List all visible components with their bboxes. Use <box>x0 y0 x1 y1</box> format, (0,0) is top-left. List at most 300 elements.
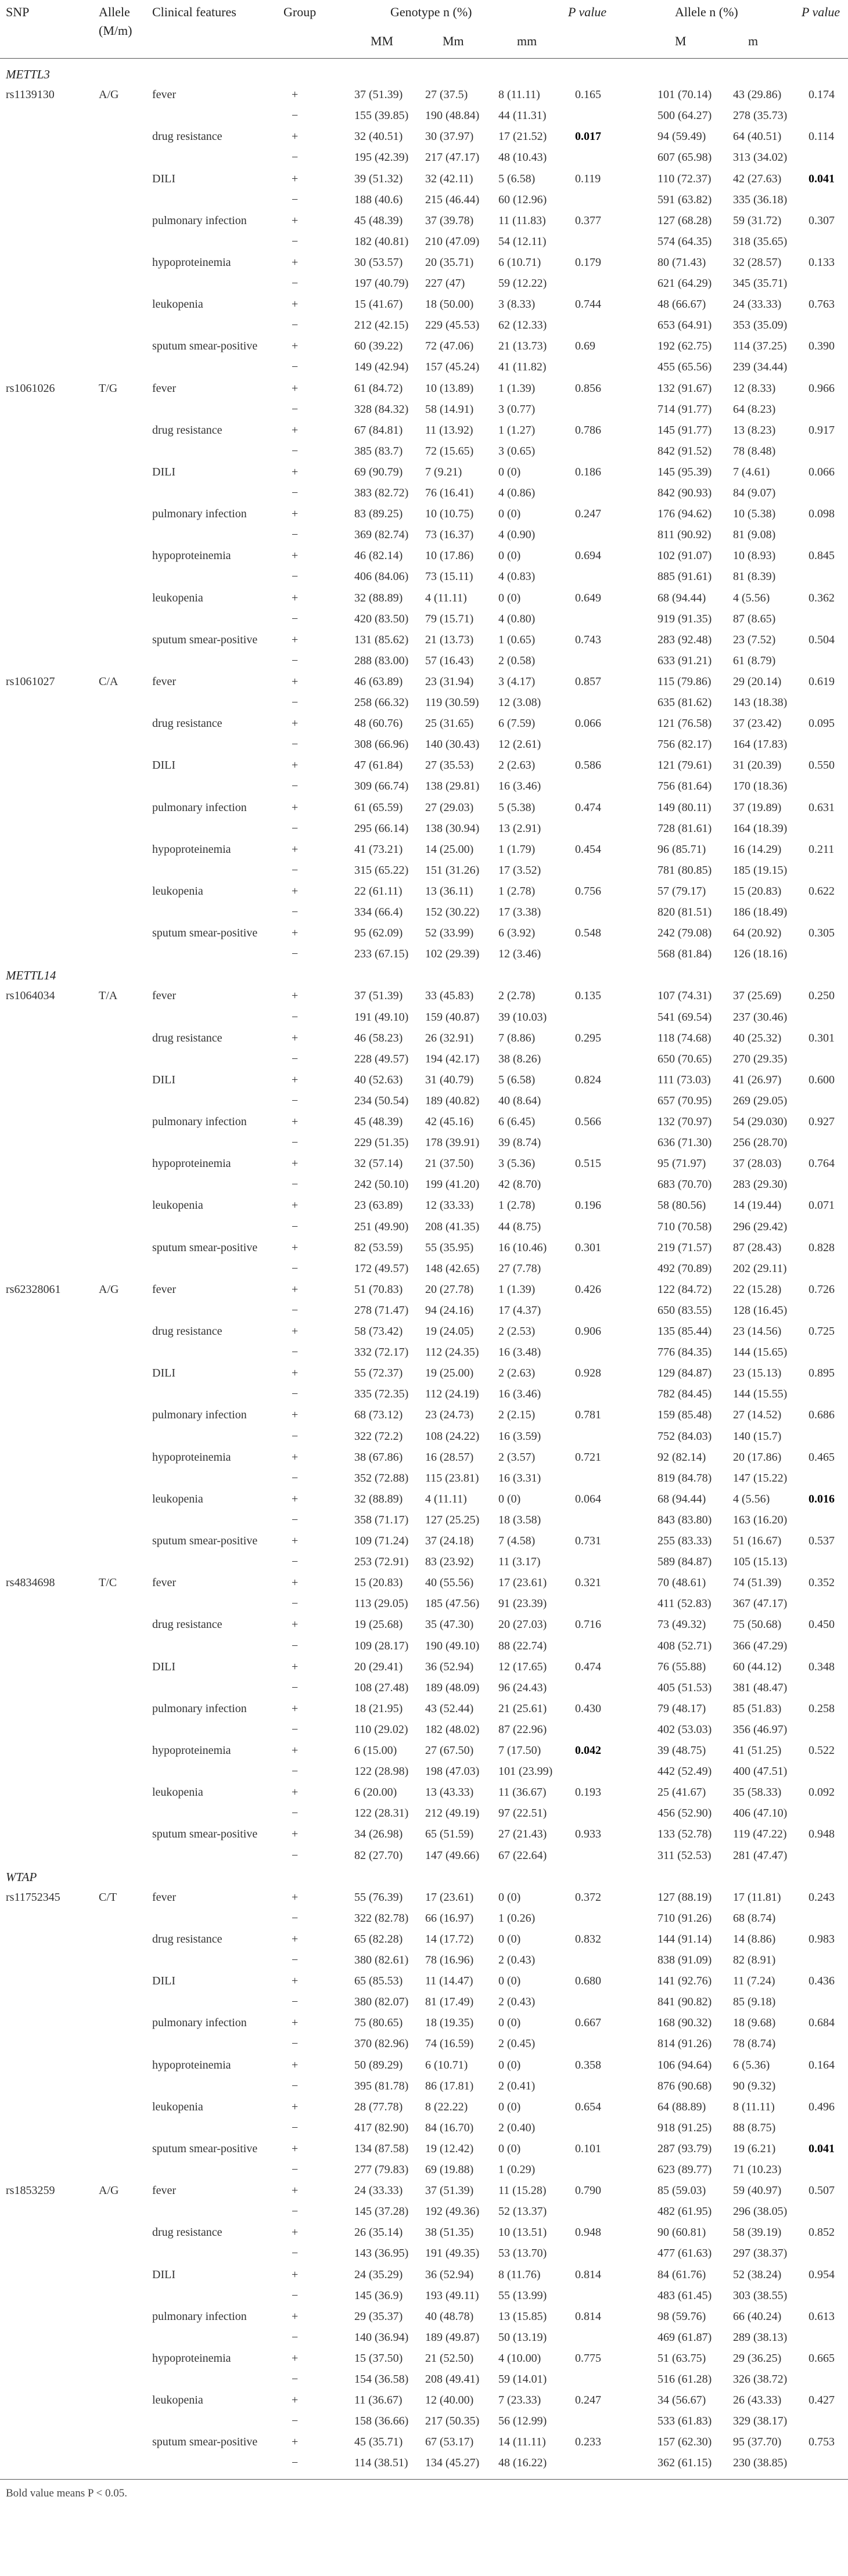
allele-m-cell: 40 (25.32) <box>733 1031 782 1044</box>
allele-M-cell: 110 (72.37) <box>657 172 712 185</box>
table-row <box>0 902 848 923</box>
genotype-mm-cell: 39 (8.74) <box>498 1136 541 1150</box>
allele-M-cell: 885 (91.61) <box>657 570 712 583</box>
header-genotype: Genotype n (%) <box>390 5 472 19</box>
genotype-mm-cell: 10 (13.51) <box>498 2226 547 2239</box>
genotype-MM-cell: 46 (82.14) <box>354 549 403 563</box>
genotype-MM-cell: 61 (84.72) <box>354 381 403 395</box>
genotype-Mm-cell: 79 (15.71) <box>425 612 474 625</box>
group-cell: + <box>292 340 299 353</box>
table-row <box>0 1154 848 1174</box>
allele-m-cell: 406 (47.10) <box>733 1807 788 1820</box>
allele-m-cell: 345 (35.71) <box>733 277 788 290</box>
table-row <box>0 127 848 147</box>
pvalue-allele-cell: 0.450 <box>809 1618 835 1631</box>
pvalue-genotype-cell: 0.814 <box>575 2268 601 2281</box>
table-row <box>0 1070 848 1091</box>
genotype-MM-cell: 383 (82.72) <box>354 487 409 499</box>
group-cell: − <box>292 947 299 961</box>
allele-m-cell: 37 (23.42) <box>733 717 782 730</box>
genotype-Mm-cell: 25 (31.65) <box>425 717 474 730</box>
group-cell: − <box>292 1303 299 1317</box>
genotype-MM-cell: 48 (60.76) <box>354 717 403 730</box>
genotype-mm-cell: 88 (22.74) <box>498 1639 547 1652</box>
allele-m-cell: 41 (51.25) <box>733 1744 782 1757</box>
genotype-Mm-cell: 138 (30.94) <box>425 822 480 835</box>
table-row <box>0 462 848 483</box>
allele-M-cell: 58 (80.56) <box>657 1199 706 1212</box>
table-row <box>0 840 848 860</box>
table-row <box>0 1636 848 1657</box>
genotype-Mm-cell: 192 (49.36) <box>425 2205 480 2218</box>
table-row <box>0 1321 848 1342</box>
genotype-MM-cell: 46 (58.23) <box>354 1031 403 1044</box>
group-cell: − <box>292 151 299 164</box>
allele-M-cell: 95 (71.97) <box>657 1157 706 1170</box>
genotype-mm-cell: 4 (10.00) <box>498 2351 541 2365</box>
genotype-MM-cell: 352 (72.88) <box>354 1471 409 1485</box>
pvalue-allele-cell: 0.983 <box>809 1932 835 1945</box>
group-cell: + <box>292 1932 299 1945</box>
genotype-Mm-cell: 19 (24.05) <box>425 1325 474 1338</box>
genotype-MM-cell: 69 (90.79) <box>354 465 403 478</box>
genotype-MM-cell: 55 (76.39) <box>354 1890 403 1904</box>
table-row <box>0 567 848 588</box>
allele-m-cell: 296 (38.05) <box>733 2205 788 2218</box>
group-cell: − <box>292 2121 299 2134</box>
genotype-Mm-cell: 73 (15.11) <box>425 570 473 583</box>
group-cell: − <box>292 1995 299 2009</box>
group-cell: − <box>292 235 299 248</box>
genotype-mm-cell: 56 (12.99) <box>498 2415 547 2428</box>
group-cell: + <box>292 759 299 772</box>
genotype-mm-cell: 1 (0.26) <box>498 1911 536 1925</box>
genotype-MM-cell: 22 (61.11) <box>354 884 403 898</box>
group-cell: − <box>292 1765 299 1778</box>
genotype-mm-cell: 2 (3.57) <box>498 1450 536 1464</box>
genotype-Mm-cell: 20 (27.78) <box>425 1282 474 1296</box>
allele-m-cell: 140 (15.7) <box>733 1429 782 1443</box>
genotype-Mm-cell: 8 (22.22) <box>425 2100 468 2113</box>
header-pvalue-allele: P value <box>802 5 840 19</box>
group-cell: + <box>292 884 299 898</box>
snp-id: rs1064034 <box>6 989 55 1003</box>
allele-m-cell: 31 (20.39) <box>733 759 782 772</box>
allele-M-cell: 127 (68.28) <box>657 214 712 227</box>
allele-M-cell: 73 (49.32) <box>657 1618 706 1631</box>
allele-m-cell: 289 (38.13) <box>733 2330 788 2344</box>
allele-M-cell: 500 (64.27) <box>657 109 712 123</box>
group-cell: − <box>292 1010 299 1024</box>
allele-m-cell: 283 (29.30) <box>733 1178 788 1191</box>
pvalue-allele-cell: 0.307 <box>809 214 835 227</box>
group-cell: + <box>292 1325 299 1338</box>
genotype-MM-cell: 335 (72.35) <box>354 1388 409 1401</box>
allele-m-cell: 42 (27.63) <box>733 172 782 185</box>
genotype-mm-cell: 48 (10.43) <box>498 151 547 164</box>
allele-m-cell: 126 (18.16) <box>733 947 788 961</box>
allele-M-cell: 843 (83.80) <box>657 1513 712 1526</box>
group-cell: − <box>292 1429 299 1443</box>
genotype-Mm-cell: 31 (40.79) <box>425 1073 474 1086</box>
group-cell: + <box>292 465 299 478</box>
clinical-feature: leukopenia <box>152 298 203 311</box>
allele-M-cell: 838 (91.09) <box>657 1954 712 1966</box>
allele-M-cell: 623 (89.77) <box>657 2163 712 2176</box>
allele-m-cell: 147 (15.22) <box>733 1471 788 1485</box>
genotype-Mm-cell: 212 (49.19) <box>425 1807 480 1820</box>
allele-m-cell: 22 (15.28) <box>733 1282 782 1296</box>
allele-m-cell: 32 (28.57) <box>733 255 782 269</box>
table-row <box>0 441 848 462</box>
group-cell: − <box>292 2079 299 2092</box>
allele-M-cell: 362 (61.15) <box>657 2456 712 2470</box>
allele-m-cell: 237 (30.46) <box>733 1010 788 1024</box>
clinical-feature: DILI <box>152 465 175 478</box>
allele-m-cell: 15 (20.83) <box>733 884 782 898</box>
table-row <box>0 1929 848 1950</box>
genotype-Mm-cell: 185 (47.56) <box>425 1597 480 1611</box>
allele-M-cell: 728 (81.61) <box>657 822 712 835</box>
allele-m-cell: 14 (8.86) <box>733 1932 776 1945</box>
allele-M-cell: 106 (94.64) <box>657 2058 712 2071</box>
allele-m-cell: 144 (15.65) <box>733 1346 788 1359</box>
group-cell: − <box>292 1849 299 1862</box>
table-row <box>0 1112 848 1133</box>
group-cell: + <box>292 801 299 814</box>
genotype-Mm-cell: 57 (16.43) <box>425 654 474 667</box>
group-cell: + <box>292 1199 299 1212</box>
allele-M-cell: 650 (70.65) <box>657 1052 712 1065</box>
table-bottom-rule <box>0 2479 848 2480</box>
allele-M-cell: 92 (82.14) <box>657 1450 706 1464</box>
genotype-MM-cell: 380 (82.61) <box>354 1954 409 1966</box>
allele-m-cell: 8 (11.11) <box>733 2100 775 2113</box>
pvalue-allele-cell: 0.427 <box>809 2394 835 2407</box>
genotype-Mm-cell: 38 (51.35) <box>425 2226 474 2239</box>
pvalue-genotype-cell: 0.928 <box>575 1367 601 1380</box>
table-row <box>0 2139 848 2160</box>
allele-M-cell: 68 (94.44) <box>657 591 706 604</box>
genotype-Mm-cell: 193 (49.11) <box>425 2289 479 2302</box>
genotype-mm-cell: 1 (1.79) <box>498 842 536 856</box>
allele-m-cell: 270 (29.35) <box>733 1052 788 1065</box>
clinical-feature: fever <box>152 381 177 395</box>
allele-M-cell: 121 (79.61) <box>657 759 712 772</box>
table-row <box>0 1699 848 1720</box>
pvalue-genotype-cell: 0.744 <box>575 298 601 311</box>
table-row <box>0 651 848 672</box>
genotype-Mm-cell: 27 (67.50) <box>425 1744 474 1757</box>
genotype-Mm-cell: 83 (23.92) <box>425 1555 474 1569</box>
genotype-Mm-cell: 115 (23.81) <box>425 1471 479 1485</box>
genotype-MM-cell: 39 (51.32) <box>354 172 403 185</box>
genotype-MM-cell: 11 (36.67) <box>354 2394 403 2407</box>
table-row <box>0 1300 848 1321</box>
genotype-MM-cell: 385 (83.7) <box>354 444 403 457</box>
pvalue-genotype-cell: 0.179 <box>575 255 601 269</box>
genotype-Mm-cell: 189 (48.09) <box>425 1681 480 1694</box>
allele-M-cell: 402 (53.03) <box>657 1723 712 1736</box>
pvalue-allele-cell: 0.041 <box>809 172 835 185</box>
table-row <box>0 2286 848 2307</box>
group-cell: − <box>292 1513 299 1526</box>
allele-m-cell: 81 (8.39) <box>733 570 776 583</box>
genotype-mm-cell: 7 (4.58) <box>498 1534 536 1547</box>
clinical-feature: sputum smear-positive <box>152 2142 258 2155</box>
clinical-feature: leukopenia <box>152 591 203 604</box>
pvalue-genotype-cell: 0.233 <box>575 2436 601 2449</box>
genotype-Mm-cell: 190 (48.84) <box>425 109 480 123</box>
genotype-mm-cell: 2 (2.53) <box>498 1325 536 1338</box>
clinical-feature: drug resistance <box>152 2226 222 2239</box>
group-cell: + <box>292 2184 299 2197</box>
genotype-mm-cell: 5 (6.58) <box>498 172 536 185</box>
genotype-mm-cell: 87 (22.96) <box>498 1723 547 1736</box>
group-cell: − <box>292 528 299 542</box>
table-row <box>0 2202 848 2222</box>
allele-m-cell: 164 (17.83) <box>733 738 788 751</box>
group-cell: − <box>292 1807 299 1820</box>
genotype-Mm-cell: 178 (39.91) <box>425 1136 480 1150</box>
pvalue-allele-cell: 0.133 <box>809 255 835 269</box>
genotype-Mm-cell: 18 (19.35) <box>425 2016 474 2030</box>
allele-m-cell: 144 (15.55) <box>733 1388 788 1401</box>
group-cell: − <box>292 193 299 206</box>
allele-m-cell: 81 (9.08) <box>733 528 776 542</box>
genotype-mm-cell: 0 (0) <box>498 2016 521 2030</box>
pvalue-genotype-cell: 0.247 <box>575 507 601 521</box>
allele-M-cell: 84 (61.76) <box>657 2268 706 2281</box>
genotype-mm-cell: 11 (15.28) <box>498 2184 547 2197</box>
group-cell: + <box>292 675 299 688</box>
genotype-MM-cell: 65 (85.53) <box>354 1975 403 1988</box>
genotype-mm-cell: 3 (4.17) <box>498 675 536 688</box>
group-cell: − <box>292 1597 299 1611</box>
group-cell: − <box>292 2037 299 2051</box>
genotype-MM-cell: 32 (88.89) <box>354 1492 403 1505</box>
genotype-Mm-cell: 21 (37.50) <box>425 1157 474 1170</box>
group-cell: + <box>292 2436 299 2449</box>
allele-m-cell: 11 (7.24) <box>733 1975 775 1988</box>
pvalue-genotype-cell: 0.781 <box>575 1408 601 1422</box>
genotype-Mm-cell: 73 (16.37) <box>425 528 474 542</box>
genotype-mm-cell: 0 (0) <box>498 549 521 563</box>
genotype-Mm-cell: 217 (50.35) <box>425 2415 480 2428</box>
allele-m-cell: 26 (43.33) <box>733 2394 782 2407</box>
allele-m-cell: 10 (5.38) <box>733 507 776 521</box>
allele-M-cell: 68 (94.44) <box>657 1492 706 1505</box>
allele-m-cell: 87 (8.65) <box>733 612 776 625</box>
clinical-feature: sputum smear-positive <box>152 2436 258 2449</box>
genotype-mm-cell: 91 (23.39) <box>498 1597 547 1611</box>
genotype-mm-cell: 12 (3.08) <box>498 696 541 709</box>
genotype-mm-cell: 4 (0.90) <box>498 528 536 542</box>
allele-M-cell: 918 (91.25) <box>657 2121 712 2134</box>
genotype-Mm-cell: 65 (51.59) <box>425 1828 474 1841</box>
genotype-MM-cell: 258 (66.32) <box>354 696 409 709</box>
clinical-feature: hypoproteinemia <box>152 842 231 856</box>
genotype-Mm-cell: 14 (25.00) <box>425 842 474 856</box>
allele-m-cell: 353 (35.09) <box>733 319 788 332</box>
clinical-feature: leukopenia <box>152 2394 203 2407</box>
allele-m-cell: 186 (18.49) <box>733 906 788 918</box>
allele-M-cell: 48 (66.67) <box>657 298 706 311</box>
table-row <box>0 2265 848 2286</box>
genotype-MM-cell: 140 (36.94) <box>354 2330 409 2344</box>
genotype-MM-cell: 370 (82.96) <box>354 2037 409 2051</box>
clinical-feature: sputum smear-positive <box>152 340 258 353</box>
genotype-Mm-cell: 127 (25.25) <box>425 1513 480 1526</box>
genotype-mm-cell: 2 (0.40) <box>498 2121 536 2134</box>
group-cell: − <box>292 2330 299 2344</box>
group-cell: + <box>292 1450 299 1464</box>
allele-m-cell: 13 (8.23) <box>733 423 776 437</box>
genotype-Mm-cell: 37 (24.18) <box>425 1534 474 1547</box>
pvalue-allele-cell: 0.619 <box>809 675 835 688</box>
allele-M-cell: 133 (52.78) <box>657 1828 712 1841</box>
genotype-MM-cell: 188 (40.6) <box>354 193 403 206</box>
allele-M-cell: 492 (70.89) <box>657 1262 712 1275</box>
pvalue-genotype-cell: 0.857 <box>575 675 601 688</box>
genotype-mm-cell: 2 (2.63) <box>498 1367 536 1380</box>
genotype-MM-cell: 45 (35.71) <box>354 2436 403 2449</box>
snp-id: rs11752345 <box>6 1890 60 1904</box>
table-row <box>0 1950 848 1971</box>
genotype-Mm-cell: 67 (53.17) <box>425 2436 474 2449</box>
table-row <box>0 1091 848 1112</box>
allele-m-cell: 41 (26.97) <box>733 1073 782 1086</box>
genotype-MM-cell: 30 (53.57) <box>354 255 403 269</box>
genotype-mm-cell: 16 (3.46) <box>498 780 541 793</box>
header-allele-m: m <box>748 34 759 48</box>
table-row <box>0 819 848 840</box>
genotype-Mm-cell: 37 (39.78) <box>425 214 474 227</box>
pvalue-allele-cell: 0.301 <box>809 1031 835 1044</box>
genotype-MM-cell: 149 (42.94) <box>354 361 409 374</box>
table-row <box>0 1615 848 1635</box>
pvalue-genotype-cell: 0.832 <box>575 1932 601 1945</box>
clinical-feature: pulmonary infection <box>152 214 247 227</box>
allele-m-cell: 356 (46.97) <box>733 1723 788 1736</box>
group-cell: + <box>292 1157 299 1170</box>
genotype-Mm-cell: 76 (16.41) <box>425 487 474 499</box>
genotype-mm-cell: 0 (0) <box>498 2100 521 2113</box>
pvalue-genotype-cell: 0.586 <box>575 759 601 772</box>
genotype-Mm-cell: 189 (40.82) <box>425 1094 480 1107</box>
allele-M-cell: 242 (79.08) <box>657 927 712 940</box>
allele-M-cell: 683 (70.70) <box>657 1178 712 1191</box>
table-row <box>0 2307 848 2328</box>
allele-m-cell: 37 (28.03) <box>733 1157 782 1170</box>
genotype-Mm-cell: 215 (46.44) <box>425 193 480 206</box>
pvalue-genotype-cell: 0.649 <box>575 591 601 604</box>
genotype-MM-cell: 108 (27.48) <box>354 1681 409 1694</box>
header-allele-sub: (M/m) <box>99 23 132 38</box>
pvalue-allele-cell: 0.917 <box>809 423 835 437</box>
clinical-feature: sputum smear-positive <box>152 1241 258 1254</box>
allele-M-cell: 115 (79.86) <box>657 675 712 688</box>
genotype-mm-cell: 2 (2.15) <box>498 1408 536 1422</box>
pvalue-genotype-cell: 0.301 <box>575 1241 601 1254</box>
group-cell: + <box>292 1367 299 1380</box>
genotype-Mm-cell: 147 (49.66) <box>425 1849 480 1862</box>
group-cell: − <box>292 277 299 290</box>
genotype-MM-cell: 114 (38.51) <box>354 2456 408 2470</box>
pvalue-allele-cell: 0.725 <box>809 1325 835 1338</box>
genotype-mm-cell: 40 (8.64) <box>498 1094 541 1107</box>
allele-M-cell: 516 (61.28) <box>657 2373 712 2386</box>
pvalue-allele-cell: 0.684 <box>809 2016 835 2030</box>
allele-M-cell: 51 (63.75) <box>657 2351 706 2365</box>
allele-m-cell: 43 (29.86) <box>733 88 782 102</box>
group-cell: − <box>292 822 299 835</box>
allele-M-cell: 176 (94.62) <box>657 507 712 521</box>
genotype-MM-cell: 109 (28.17) <box>354 1639 409 1652</box>
genotype-mm-cell: 16 (3.31) <box>498 1471 541 1485</box>
allele-m-cell: 366 (47.29) <box>733 1639 788 1652</box>
allele-m-cell: 18 (9.68) <box>733 2016 776 2030</box>
clinical-feature: pulmonary infection <box>152 2310 247 2323</box>
pvalue-allele-cell: 0.550 <box>809 759 835 772</box>
group-cell: + <box>292 298 299 311</box>
genotype-MM-cell: 15 (37.50) <box>354 2351 403 2365</box>
genotype-Mm-cell: 94 (24.16) <box>425 1303 474 1317</box>
table-row <box>0 336 848 357</box>
genotype-mm-cell: 16 (10.46) <box>498 1241 547 1254</box>
table-row <box>0 2181 848 2202</box>
allele-M-cell: 591 (63.82) <box>657 193 712 206</box>
genotype-mm-cell: 2 (0.41) <box>498 2079 536 2092</box>
group-cell: + <box>292 717 299 730</box>
snp-id: rs4834698 <box>6 1576 55 1590</box>
group-cell: + <box>292 255 299 269</box>
allele-M-cell: 192 (62.75) <box>657 340 712 353</box>
allele-M-cell: 39 (48.75) <box>657 1744 706 1757</box>
pvalue-allele-cell: 0.686 <box>809 1408 835 1422</box>
genotype-MM-cell: 122 (28.31) <box>354 1807 409 1820</box>
group-cell: − <box>292 1639 299 1652</box>
clinical-feature: drug resistance <box>152 1325 222 1338</box>
clinical-feature: hypoproteinemia <box>152 2351 231 2365</box>
allele-m-cell: 381 (48.47) <box>733 1681 788 1694</box>
allele-M-cell: 469 (61.87) <box>657 2330 712 2344</box>
genotype-MM-cell: 41 (73.21) <box>354 842 403 856</box>
allele-m-cell: 400 (47.51) <box>733 1765 788 1778</box>
genotype-Mm-cell: 36 (52.94) <box>425 2268 474 2281</box>
genotype-Mm-cell: 43 (52.44) <box>425 1702 474 1715</box>
allele-M-cell: 819 (84.78) <box>657 1471 712 1485</box>
genotype-mm-cell: 17 (3.52) <box>498 863 541 877</box>
allele-M-cell: 96 (85.71) <box>657 842 706 856</box>
genotype-mm-cell: 44 (11.31) <box>498 109 547 123</box>
genotype-MM-cell: 233 (67.15) <box>354 947 409 961</box>
table-row <box>0 1280 848 1300</box>
table-row <box>0 483 848 504</box>
genotype-mm-cell: 8 (11.76) <box>498 2268 541 2281</box>
pvalue-allele-cell: 0.537 <box>809 1534 835 1547</box>
clinical-feature: pulmonary infection <box>152 507 247 521</box>
table-row <box>0 2453 848 2474</box>
genotype-MM-cell: 145 (37.28) <box>354 2205 409 2218</box>
clinical-feature: DILI <box>152 2268 175 2281</box>
table-row <box>0 2243 848 2264</box>
genotype-MM-cell: 65 (82.28) <box>354 1932 403 1945</box>
pvalue-allele-cell: 0.954 <box>809 2268 835 2281</box>
table-row <box>0 755 848 776</box>
group-cell: + <box>292 2394 299 2407</box>
allele-M-cell: 135 (85.44) <box>657 1325 712 1338</box>
